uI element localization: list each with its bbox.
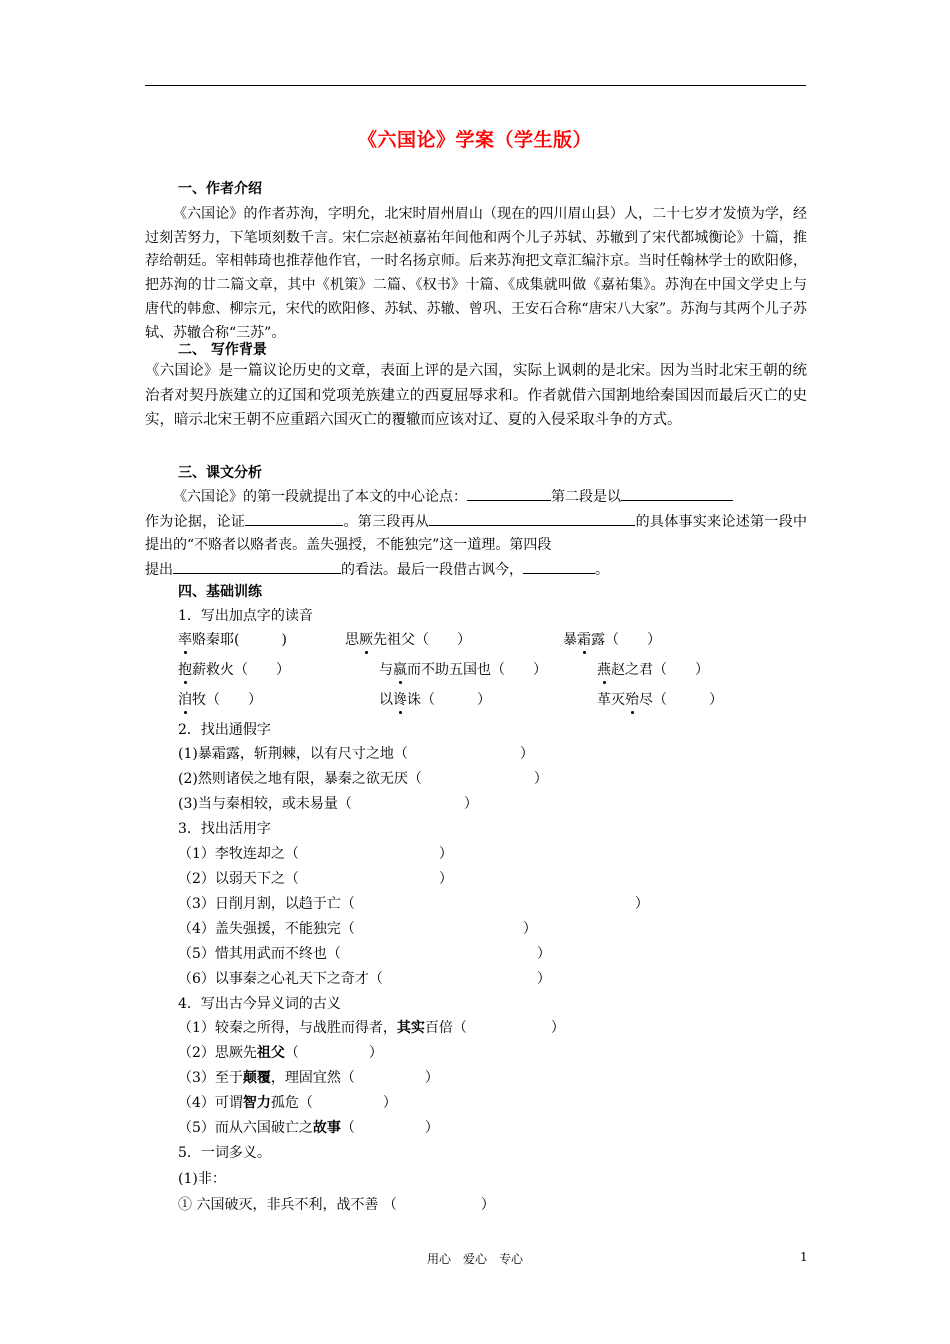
- q4-title: 4．写出古今异义词的古义: [178, 996, 341, 1012]
- section-analysis-heading: 三、课文分析: [178, 465, 262, 481]
- section-training-heading: 四、基础训练: [178, 584, 262, 600]
- blank-6[interactable]: [523, 558, 595, 574]
- q3-title: 3．找出活用字: [178, 821, 271, 837]
- blank-4[interactable]: [429, 510, 635, 526]
- page-number: 1: [800, 1250, 808, 1264]
- q4-item: （2）思厥先祖父（ ）: [178, 1045, 383, 1061]
- section-background-text: 《六国论》是一篇议论历史的文章，表面上评的是六国，实际上讽刺的是北宋。因为当时北宋王朝的统治者对契丹族建立的辽国和党项羌族建立的西夏屈辱求和。作者就借六国割地给秦国因而最后灭亡的史实，暗示北宋王朝不应重蹈六国灭亡的覆辙而应该对辽、夏的入侵采取斗争的方式。: [145, 363, 807, 429]
- page-title: 《六国论》学案（学生版）: [357, 129, 592, 151]
- footer-text: 用心 爱心 专心: [426, 1252, 523, 1266]
- q3-item: （5）惜其用武而不终也（ ）: [178, 946, 551, 962]
- q1-item: 与嬴而不助五国也（ ）: [379, 662, 547, 678]
- q3-item: （4）盖失强援，不能独完（ ）: [178, 921, 537, 937]
- section-author-heading: 一、作者介绍: [178, 181, 262, 197]
- q5-subtitle: (1)非：: [178, 1171, 226, 1187]
- blank-2[interactable]: [621, 485, 733, 501]
- q3-item: （6）以事秦之心礼天下之奇才（ ）: [178, 971, 551, 987]
- section-author-text: 《六国论》的作者苏洵，字明允，北宋时眉州眉山（现在的四川眉山县）人，二十七岁才发愤为学，经过刻苦努力，下笔顷刻数千言。宋仁宗赵祯嘉祐年间他和两个儿子苏轼、苏辙到了宋代都城衡论》十篇，推荐给朝廷。宰相韩琦也推荐他作官，一时名扬京师。后来苏洵把文章汇编汴京。当时任翰林学士的欧阳修，把苏洵的廿二篇文章，其中《机策》二篇、《权书》十篇、《成集就叫做《嘉祐集》。苏洵在中国文学史上与唐代的韩愈、柳宗元，宋代的欧阳修、苏轼、苏辙、曾巩、王安石合称“唐宋八大家”。苏洵与其两个儿子苏轼、苏辙合称“三苏”。: [145, 206, 807, 341]
- q1-item: 抱薪救火（ ）: [178, 662, 290, 678]
- analysis-text-1: 《六国论》的第一段就提出了本文的中心论点：: [173, 489, 467, 505]
- q1-item: 暴霜露（ ）: [563, 632, 661, 648]
- q1-item: 以谗诛（ ）: [379, 692, 491, 708]
- q1-title: 1．写出加点字的读音: [178, 608, 313, 624]
- section-analysis-text: [145, 485, 807, 583]
- q1-item: 燕赵之君（ ）: [597, 662, 709, 678]
- q2-item: (1)暴霜露，斩荆棘，以有尺寸之地（ ）: [178, 746, 534, 762]
- q1-item: 率赂秦耶( ): [178, 632, 287, 648]
- section-background-heading: 二、 写作背景: [178, 342, 267, 358]
- header-rule: [145, 85, 806, 86]
- analysis-text-8: 。: [595, 562, 609, 579]
- q4-item: （1）较秦之所得，与战胜而得者，其实百倍（ ）: [178, 1020, 565, 1036]
- q4-item: （4）可谓智力孤危（ ）: [178, 1095, 397, 1111]
- analysis-text-3: 作为论据，论证: [145, 513, 246, 530]
- q4-item: （5）而从六国破亡之故事（ ）: [178, 1120, 439, 1136]
- q5-item: ① 六国破灭，非兵不利，战不善 （ ）: [178, 1197, 495, 1213]
- blank-5[interactable]: [173, 558, 341, 574]
- q1-item: 思厥先祖父（ ）: [345, 632, 471, 648]
- q5-title: 5．一词多义。: [178, 1145, 271, 1161]
- analysis-text-5: 的具体事实来论述第一段中提出的“不赂者以赂者丧。盖失强授，不能独完”这一道理。第四段: [145, 513, 808, 554]
- blank-3[interactable]: [245, 510, 343, 526]
- q1-item: 洎牧（ ）: [178, 692, 262, 708]
- q2-item: (3)当与秦相较，或未易量（ ）: [178, 796, 478, 812]
- q4-item: （3）至于颠覆，理固宜然（ ）: [178, 1070, 439, 1086]
- q3-item: （1）李牧连却之（ ）: [178, 846, 453, 862]
- analysis-text-4: 。第三段再从: [343, 513, 430, 530]
- q1-item: 革灭殆尽（ ）: [597, 692, 723, 708]
- q3-item: （2）以弱天下之（ ）: [178, 871, 453, 887]
- blank-1[interactable]: [467, 485, 551, 501]
- analysis-text-6: 提出: [145, 562, 173, 579]
- analysis-text-2: 第二段是以: [551, 489, 621, 505]
- q3-item: （3）日削月割，以趋于亡（ ）: [178, 896, 649, 912]
- q2-item: (2)然则诸侯之地有限，暴秦之欲无厌（ ）: [178, 771, 548, 787]
- analysis-text-7: 的看法。最后一段借古讽今，: [341, 562, 523, 579]
- q2-title: 2．找出通假字: [178, 722, 271, 738]
